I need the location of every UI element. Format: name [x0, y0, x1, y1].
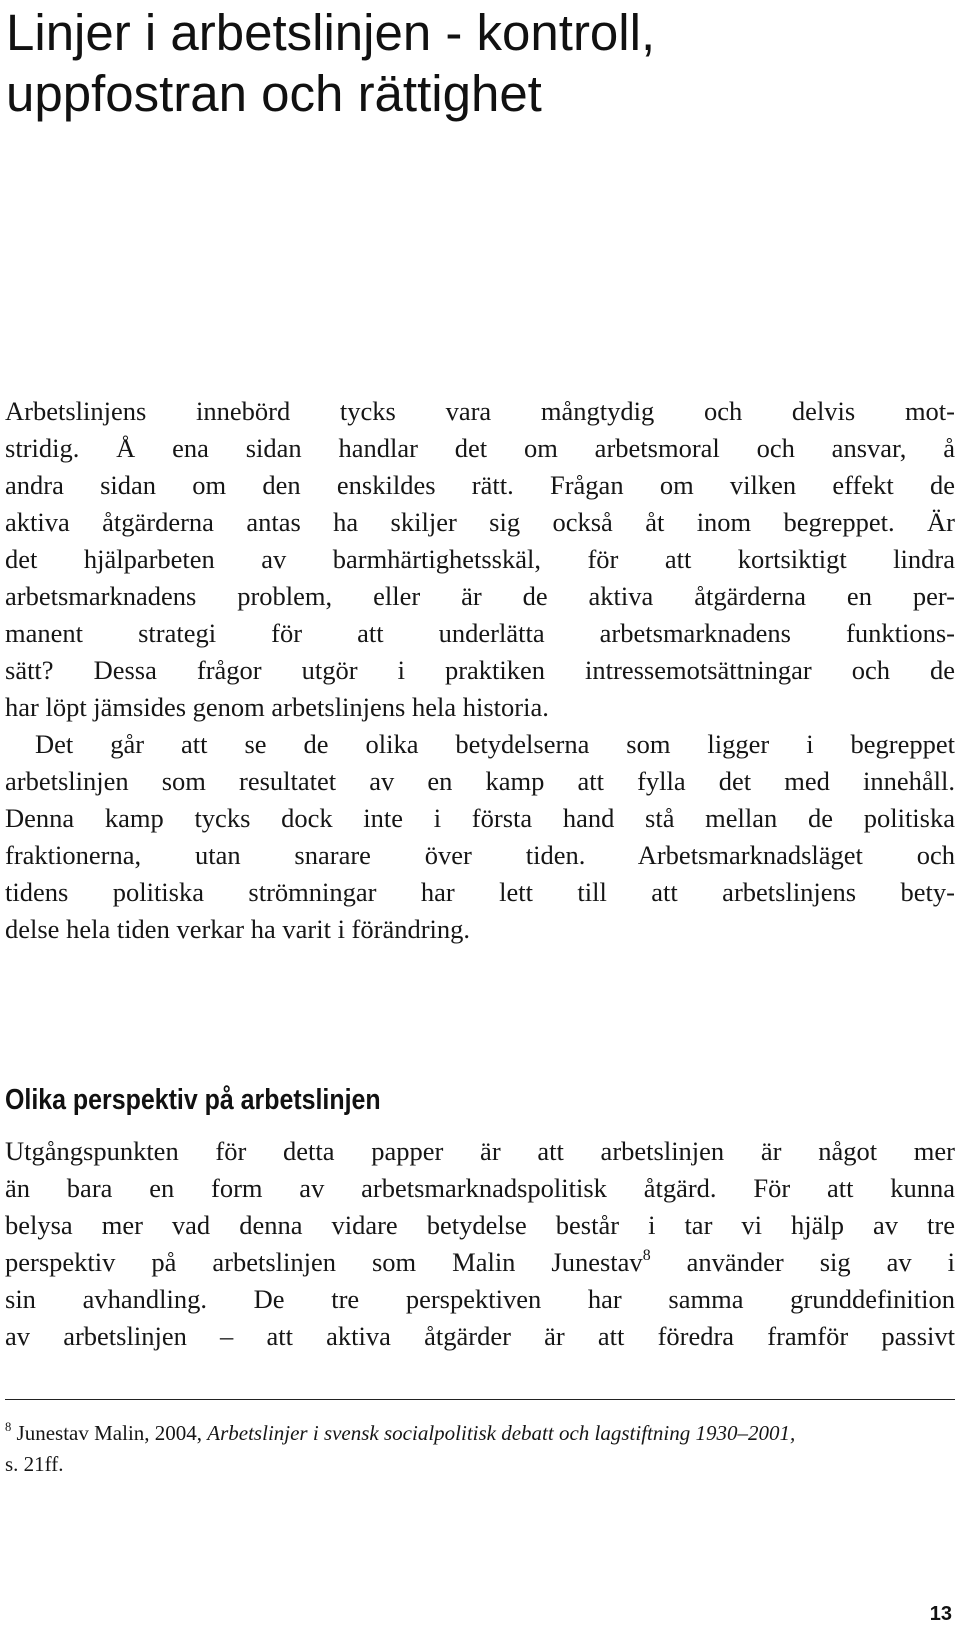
body-text: perspektiv på arbetslinjen som Malin Junestav: [5, 1247, 643, 1277]
body-line-with-footnote-ref: [5, 1244, 955, 1281]
footnote-line: [5, 1418, 955, 1449]
footnote-text: Junestav Malin, 2004,: [11, 1421, 208, 1445]
section-heading: Olika perspektiv på arbetslinjen: [5, 1084, 381, 1116]
body-line: än bara en form av arbetsmarknadspolitisk åtgärd. För att kunna: [5, 1173, 955, 1203]
body-line: fraktionerna, utan snarare över tiden. Arbetsmarknadsläget och: [5, 840, 955, 870]
body-line: stridig. Å ena sidan handlar det om arbetsmoral och ansvar, å: [5, 433, 955, 463]
body-line: Utgångspunkten för detta papper är att arbetslinjen är något mer: [5, 1136, 955, 1166]
footnote-source-title: Arbetslinjer i svensk socialpolitisk debatt och lagstiftning 1930–2001,: [207, 1421, 796, 1445]
footnote-divider: [5, 1399, 955, 1400]
body-text: använder sig av i: [650, 1247, 955, 1277]
page-title-line-2: uppfostran och rättighet: [6, 65, 542, 122]
body-line: har löpt jämsides genom arbetslinjens hela historia.: [5, 692, 549, 722]
footnote-number: 8: [5, 1420, 12, 1435]
body-line: arbetslinjen som resultatet av en kamp att fylla det med innehåll.: [5, 766, 955, 796]
body-line: sätt? Dessa frågor utgör i praktiken intressemotsättningar och de: [5, 655, 955, 685]
body-line: aktiva åtgärderna antas ha skiljer sig också åt inom begreppet. Är: [5, 507, 955, 537]
body-line: det hjälparbeten av barmhärtighetsskäl, för att kortsiktigt lindra: [5, 544, 955, 574]
body-line: Denna kamp tycks dock inte i första hand stå mellan de politiska: [5, 803, 955, 833]
body-line: andra sidan om den enskildes rätt. Frågan om vilken effekt de: [5, 470, 955, 500]
body-line: av arbetslinjen – att aktiva åtgärder är att föredra framför passivt: [5, 1321, 955, 1351]
page-title: [6, 2, 906, 124]
footnote-line: s. 21ff.: [5, 1452, 64, 1476]
perspectives-section: [5, 1133, 955, 1355]
body-line: Det går att se de olika betydelserna som ligger i begreppet: [35, 729, 955, 759]
body-line: tidens politiska strömningar har lett till att arbetslinjens bety-: [5, 877, 955, 907]
footnote: [5, 1418, 955, 1480]
body-line: belysa mer vad denna vidare betydelse består i tar vi hjälp av tre: [5, 1210, 955, 1240]
body-line: delse hela tiden verkar ha varit i förändring.: [5, 914, 471, 944]
body-line: sin avhandling. De tre perspektiven har samma grunddefinition: [5, 1284, 955, 1314]
page-number: 13: [929, 1603, 952, 1625]
body-line: manent strategi för att underlätta arbetsmarknadens funktions-: [5, 618, 955, 648]
page-title-line-1: Linjer i arbetslinjen - kontroll,: [6, 4, 656, 61]
body-line: arbetsmarknadens problem, eller är de aktiva åtgärderna en per-: [5, 581, 955, 611]
intro-section: [5, 393, 955, 948]
footnote-reference[interactable]: 8: [642, 1246, 651, 1264]
body-line: Arbetslinjens innebörd tycks vara mångtydig och delvis mot-: [5, 396, 955, 426]
